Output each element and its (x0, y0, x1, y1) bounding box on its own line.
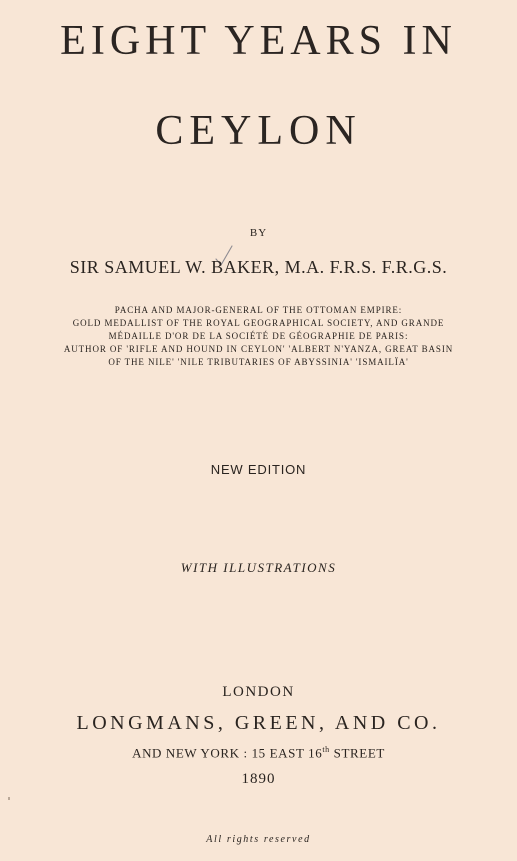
author-credential-line-3: MÉDAILLE D'OR DE LA SOCIÉTÉ DE GÉOGRAPHIE DE PARIS: (108, 331, 409, 341)
author-credential-line-4: AUTHOR OF 'RIFLE AND HOUND IN CEYLON' 'ALBERT N'YANZA, GREAT BASIN (63, 344, 454, 354)
publisher-address (0, 745, 517, 761)
author-credential-line-5: OF THE NILE' 'NILE TRIBUTARIES OF ABYSSINIA' 'ISMAILÏA' (108, 357, 409, 367)
publication-year: 1890 (241, 771, 276, 787)
by-label: BY (249, 227, 268, 239)
edition-label: NEW EDITION (210, 462, 307, 477)
author-credential-line-2: GOLD MEDALLIST OF THE ROYAL GEOGRAPHICAL SOCIETY, AND GRANDE (72, 318, 445, 328)
publisher-name: LONGMANS, GREEN, AND CO. (76, 712, 441, 734)
author-name: SIR SAMUEL W. BAKER, M.A. F.R.S. F.R.G.S. (69, 257, 448, 277)
address-suffix: STREET (329, 745, 385, 761)
publication-place: LONDON (222, 684, 295, 700)
paper-speck (8, 797, 10, 800)
illustrations-note: WITH ILLUSTRATIONS (180, 560, 337, 575)
address-ordinal-suffix: th (322, 745, 330, 754)
author-credential-line-1: PACHA AND MAJOR-GENERAL OF THE OTTOMAN EMPIRE: (114, 305, 403, 315)
title-line-2: CEYLON (155, 108, 362, 154)
address-prefix: AND NEW YORK : 15 EAST 16 (132, 745, 323, 761)
title-line-1: EIGHT YEARS IN (60, 18, 457, 64)
rights-notice: All rights reserved (206, 834, 311, 845)
